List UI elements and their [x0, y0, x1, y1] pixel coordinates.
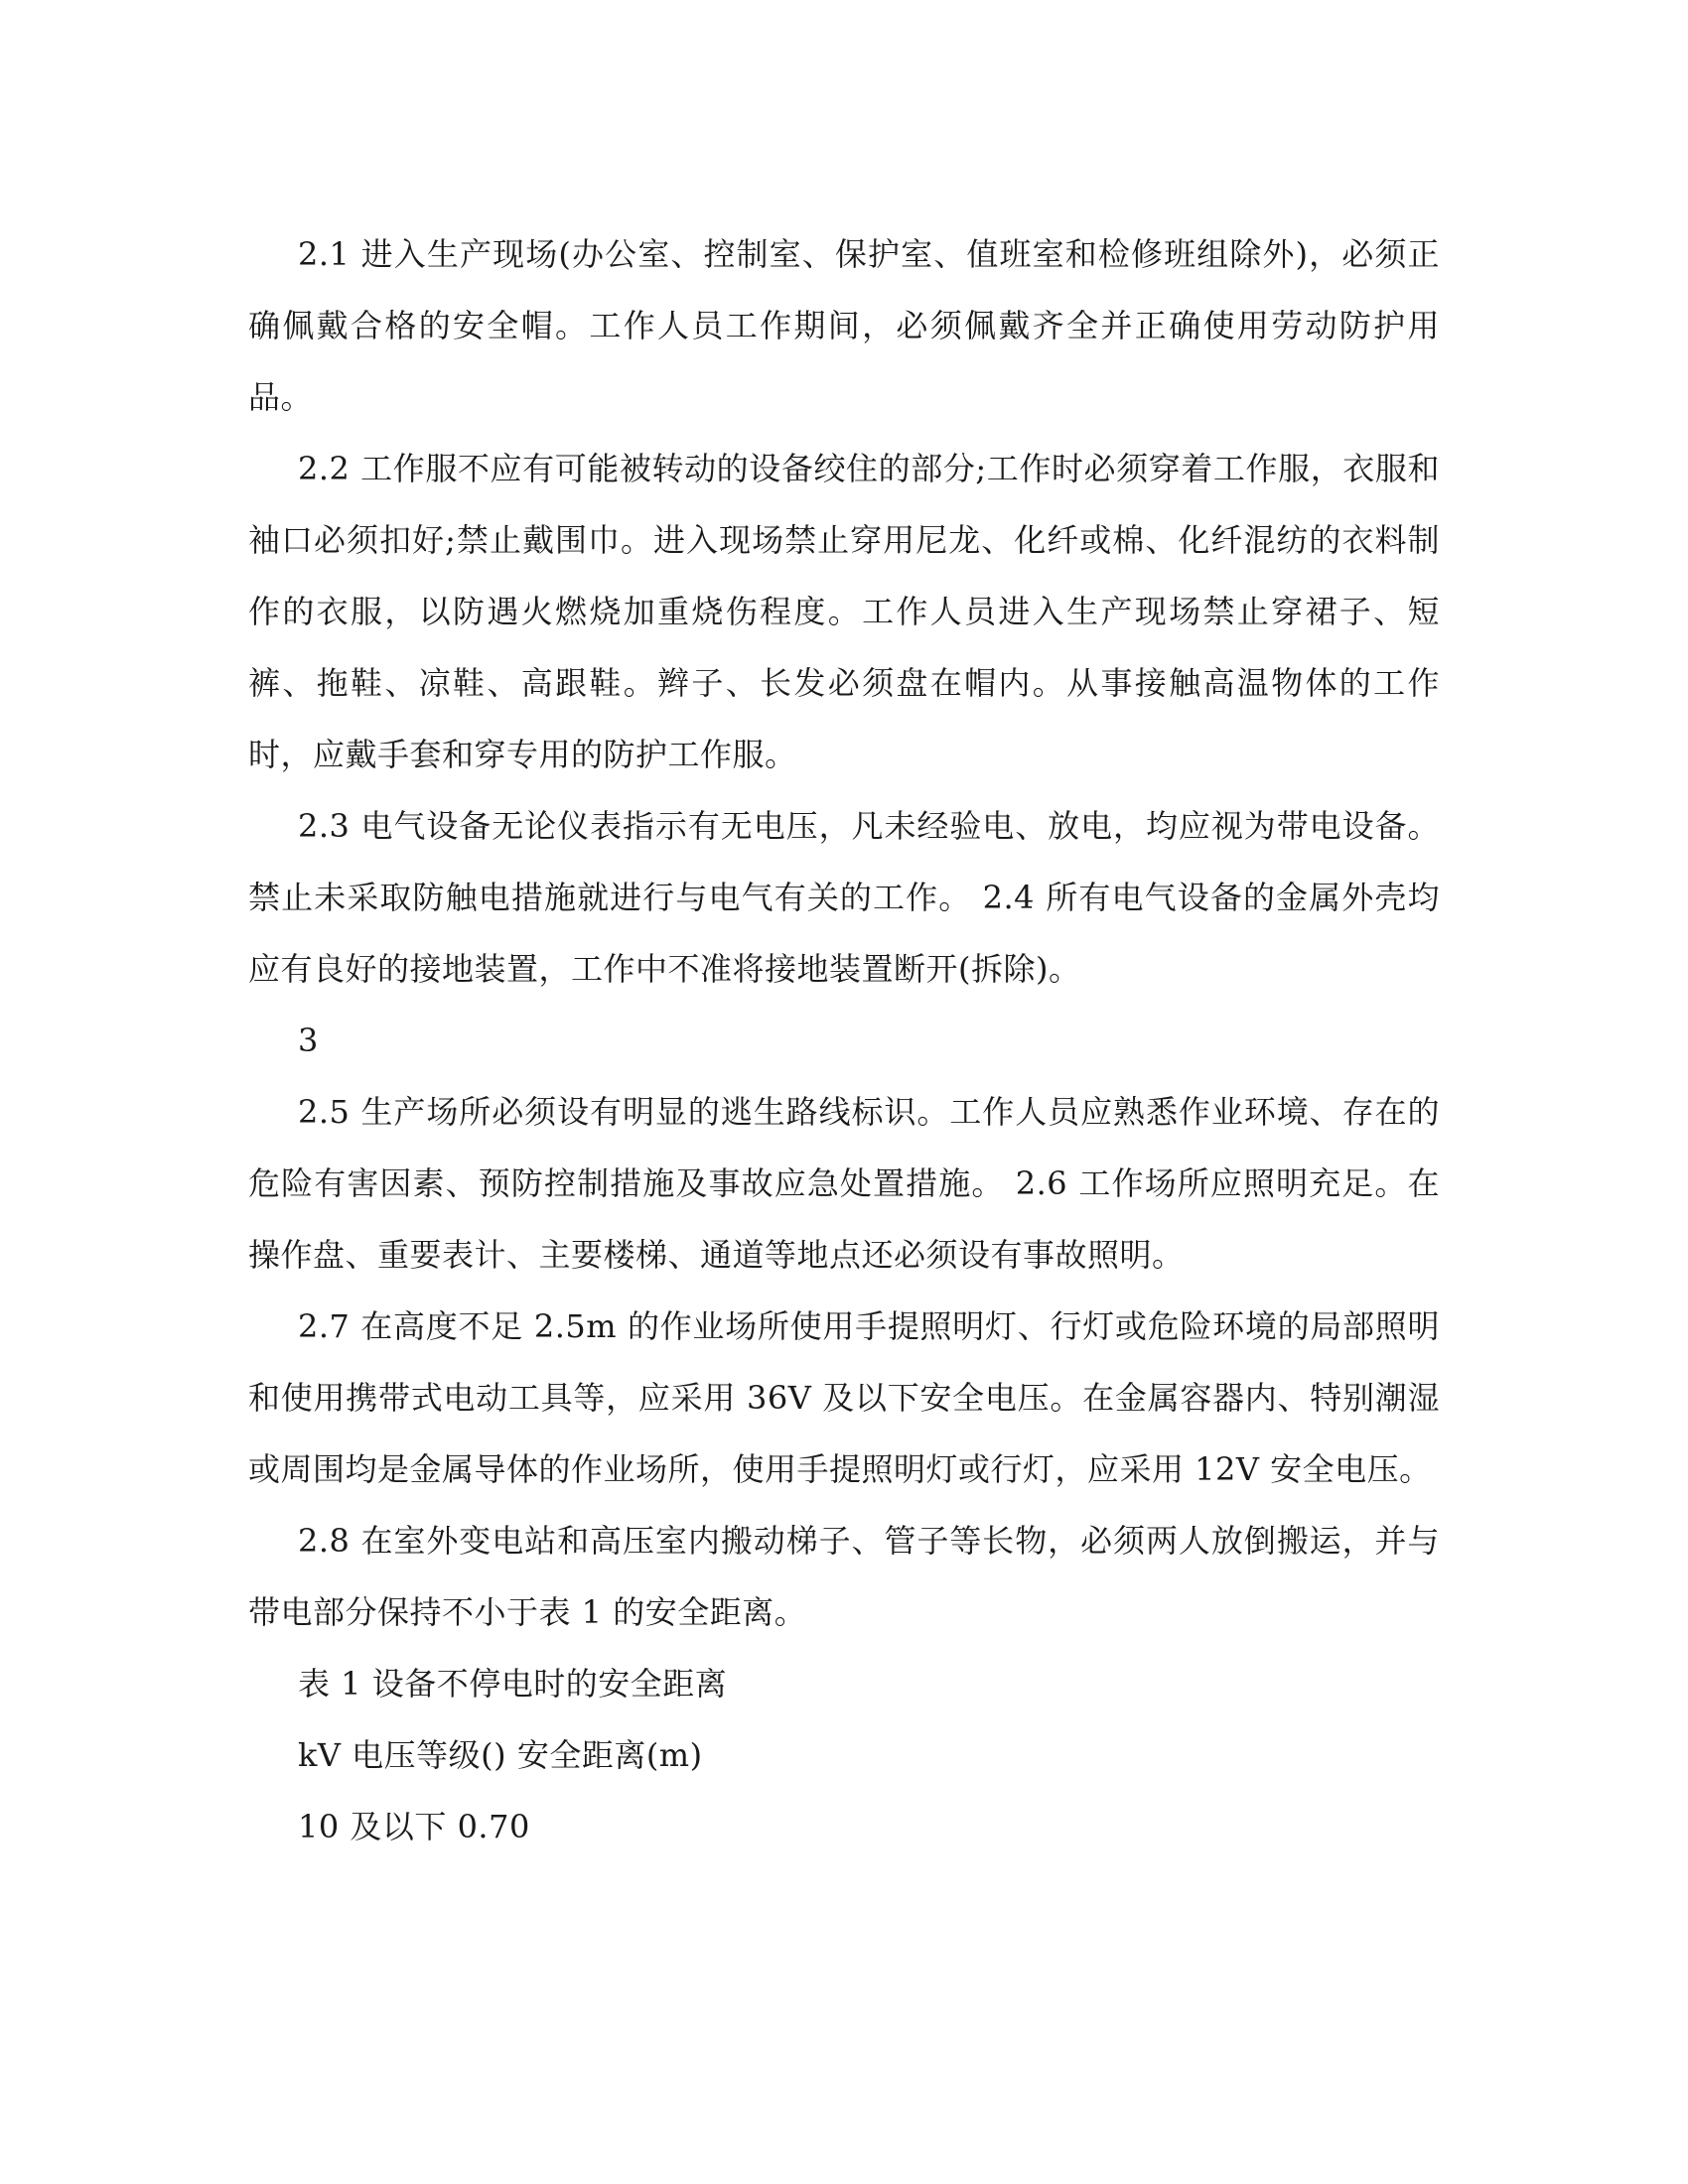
page-number: 3	[298, 1022, 319, 1059]
paragraph-2-7: 2.7 在高度不足 2.5m 的作业场所使用手提照明灯、行灯或危险环境的局部照明和使用携带式电动工具等，应采用 36V 及以下安全电压。在金属容器内、特别潮湿或周围均是金属导体的作业场所，使用手提照明灯或行灯，应采用 12V 安全电压。	[248, 1307, 1440, 1488]
paragraph-2-1: 2.1 进入生产现场(办公室、控制室、保护室、值班室和检修班组除外)，必须正确佩戴合格的安全帽。工作人员工作期间，必须佩戴齐全并正确使用劳动防护用品。	[248, 235, 1440, 416]
paragraph-2-8: 2.8 在室外变电站和高压室内搬动梯子、管子等长物，必须两人放倒搬运，并与带电部分保持不小于表 1 的安全距离。	[248, 1522, 1440, 1631]
table-caption: 表 1 设备不停电时的安全距离	[298, 1665, 728, 1703]
paragraph-2-5: 2.5 生产场所必须设有明显的逃生路线标识。工作人员应熟悉作业环境、存在的危险有害因素、预防控制措施及事故应急处置措施。 2.6 工作场所应照明充足。在操作盘、重要表计、主要楼梯、通道等地点还必须设有事故照明。	[248, 1093, 1440, 1274]
document-body	[248, 218, 1440, 1862]
table-header-row: kV 电压等级() 安全距离(m)	[298, 1736, 703, 1774]
paragraph-2-2: 2.2 工作服不应有可能被转动的设备绞住的部分;工作时必须穿着工作服，衣服和袖口必须扣好;禁止戴围巾。进入现场禁止穿用尼龙、化纤或棉、化纤混纺的衣料制作的衣服，以防遇火燃烧加重烧伤程度。工作人员进入生产现场禁止穿裙子、短裤、拖鞋、凉鞋、高跟鞋。辫子、长发必须盘在帽内。从事接触高温物体的工作时，应戴手套和穿专用的防护工作服。	[248, 450, 1440, 773]
paragraph-2-3: 2.3 电气设备无论仪表指示有无电压，凡未经验电、放电，均应视为带电设备。禁止未采取防触电措施就进行与电气有关的工作。 2.4 所有电气设备的金属外壳均应有良好的接地装置，工作中不准将接地装置断开(拆除)。	[248, 807, 1440, 988]
table-row: 10 及以下 0.70	[298, 1808, 530, 1845]
